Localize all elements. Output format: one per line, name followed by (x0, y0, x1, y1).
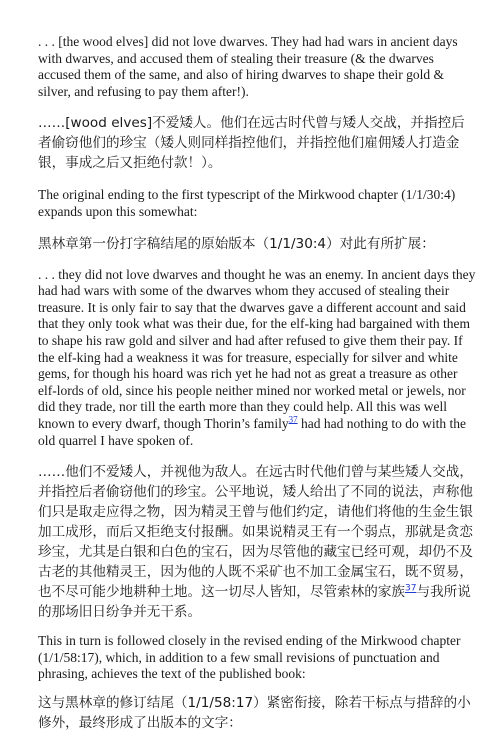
chinese-quote-2-text-before: ……他们不爱矮人，并视他为敌人。在远古时代他们曾与某些矮人交战，并指控后者偷窃他们的珍宝。公平地说，矮人给出了不同的说法，声称他们只是取走应得之物，因为精灵王曾与他们约定，请他们将他的生金生银加工成形，而后又拒绝支付报酬。如果说精灵王有一个弱点，那就是贪恋珍宝，尤其是白银和白色的宝石，因为尽管他的藏宝已经可观，却仍不及古老的其他精灵王，因为他的人既不采矿也不加工金属宝石，既不贸易，也不尽可能少地耕种土地。这一切尽人皆知，尽管索林的家族 (38, 464, 473, 601)
chinese-quote-2-text-after: 与我所说的那场旧日纷争并无干系。 (38, 584, 471, 621)
english-quote-2-text-before: . . . they did not love dwarves and thought he was an enemy. In ancient days they had had wars with some of the dwarves whom they accused of stealing their treasure. It is only fair to say that the dwarves gave a different account and said that they only took what was their due, for the elf-king had bargained with them to shape his raw gold and silver and had after refused to give them their pay. If the elf-king had a weakness it was for treasure, especially for silver and white gems, for though his hoard was rich yet he had not as great a treasure as other elf-lords of old, since his people neither mined nor worked metal or jewels, nor did they trade, nor till the earth more than they could help. All this was well known to every dwarf, though Thorin’s family (38, 266, 476, 431)
chinese-quote-paragraph-2 (38, 462, 476, 622)
footnote-link-37-zh[interactable]: 37 (405, 583, 417, 594)
english-quote-paragraph-2 (38, 267, 476, 450)
chinese-quote-paragraph-1: ……[wood elves]不爱矮人。他们在远古时代曾与矮人交战，并指控后者偷窃他们的珍宝（矮人则同样指控他们，并指控他们雇佣矮人打造金银，事成之后又拒绝付款！）。 (38, 115, 465, 172)
english-quote-paragraph-1: . . . [the wood elves] did not love dwarves. They had had wars in ancient days with dwarves, and accused them of stealing their treasure (& the dwarves accused them of the same, and also of hiring dwarves to shape their gold & silver, and refusing to pay them after!). (38, 34, 458, 99)
footnote-link-37[interactable]: 37 (288, 414, 298, 425)
english-intro-paragraph-1: The original ending to the first typescript of the Mirkwood chapter (1/1/30:4) expands upon this somewhat: (38, 187, 456, 219)
english-quote-2-text-after: had had nothing to do with the old quarrel I have spoken of. (38, 415, 466, 448)
chinese-intro-paragraph-2: 这与黑林章的修订结尾（1/1/58:17）紧密衔接，除若干标点与措辞的小修外，最终形成了出版本的文字： (38, 694, 471, 731)
english-intro-paragraph-2: This in turn is followed closely in the revised ending of the Mirkwood chapter (1/1/58:17), which, in addition to a few small revisions of punctuation and phrasing, achieves the text of the published book: (38, 633, 461, 682)
chinese-intro-paragraph-1: 黑林章第一份打字稿结尾的原始版本（1/1/30:4）对此有所扩展： (38, 235, 435, 252)
